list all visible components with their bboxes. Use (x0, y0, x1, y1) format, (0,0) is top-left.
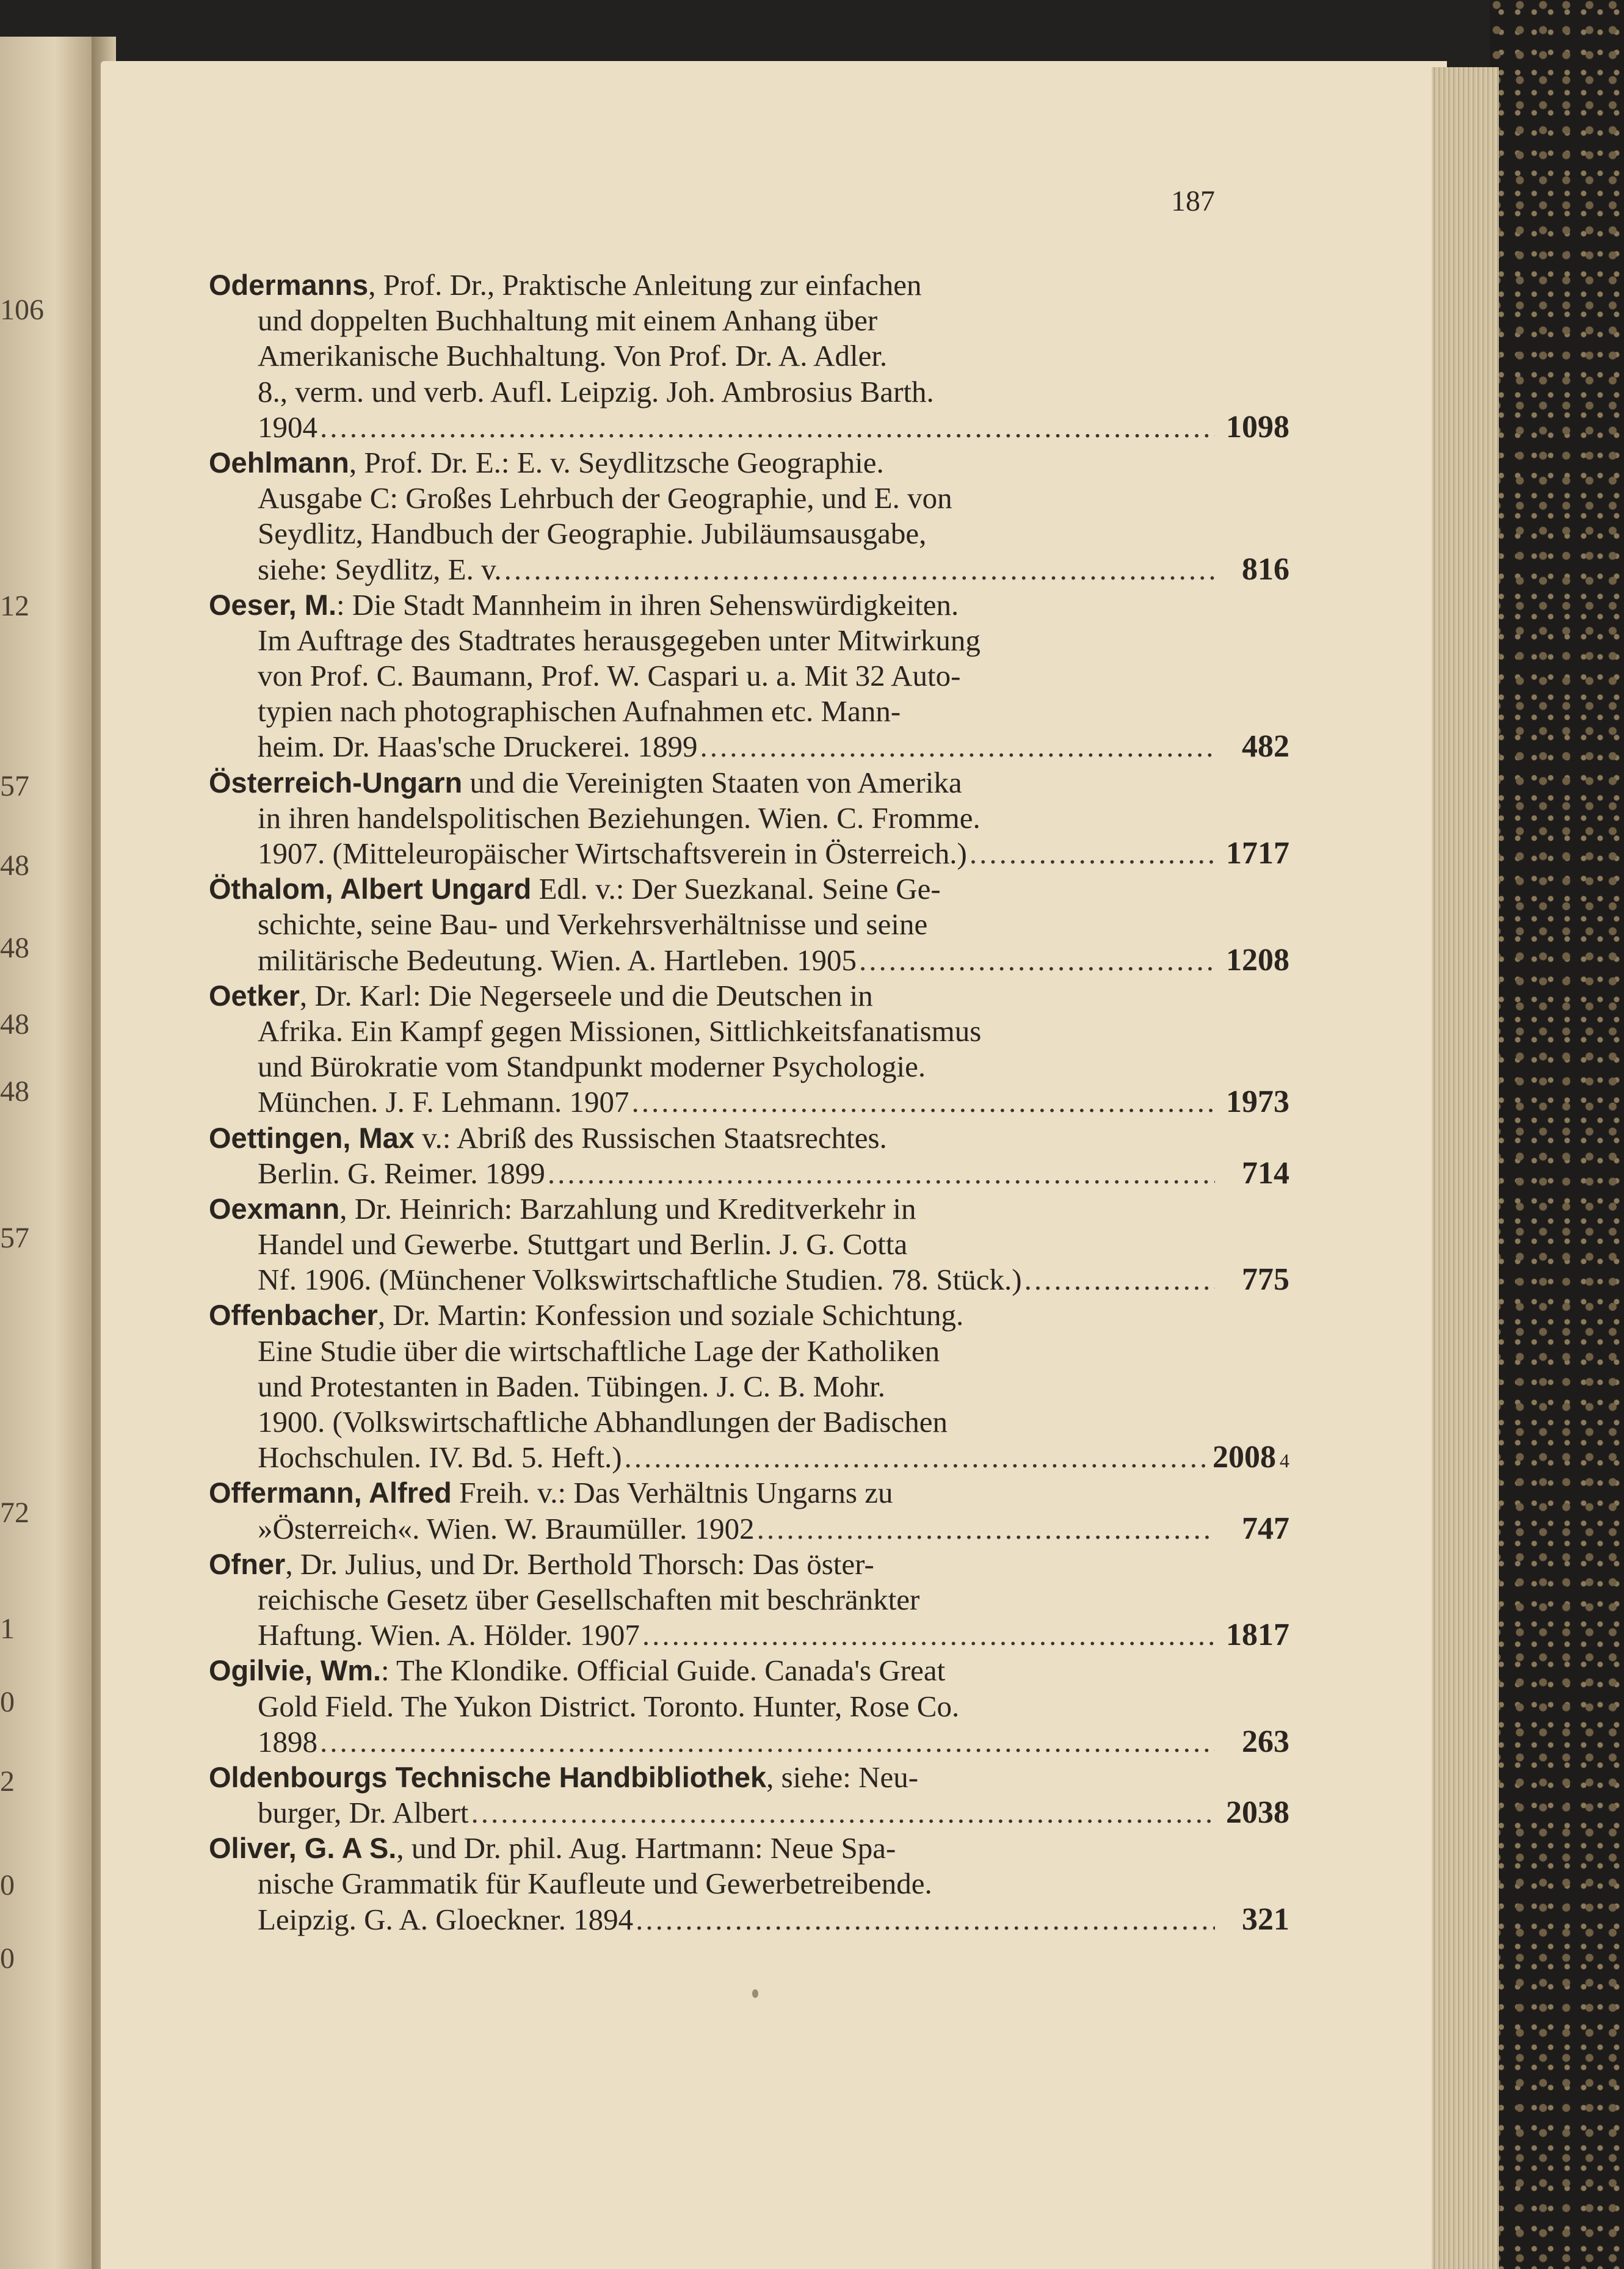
index-entry (209, 445, 1289, 587)
entry-number-value: 775 (1242, 1262, 1289, 1298)
entry-continuation-line: Amerikanische Buchhaltung. Von Prof. Dr. A. Adler. (258, 339, 888, 373)
entry-number (1222, 1795, 1289, 1831)
margin-mark: 1 (0, 1613, 15, 1645)
index-entry (209, 267, 1289, 445)
entry-number-value: 747 (1242, 1511, 1289, 1546)
entry-number-suffix: 4 (1280, 1450, 1289, 1472)
entry-heading: Öthalom, Albert Ungard (209, 873, 532, 906)
entry-continuation-line: Afrika. Ein Kampf gegen Missionen, Sittlichkeitsfanatismus (258, 1014, 982, 1048)
leader-dots (320, 1724, 1215, 1760)
entry-number-value: 1098 (1226, 409, 1289, 445)
index-entry (209, 1831, 1289, 1937)
entry-first-line (209, 765, 1204, 801)
leader-dots (632, 1084, 1215, 1120)
entry-number (1222, 836, 1289, 871)
entry-last-line (209, 1155, 1289, 1191)
entry-continuation-line: reichische Gesetz über Gesellschaften mit beschränkter (258, 1582, 920, 1616)
margin-mark: 48 (0, 849, 29, 882)
leader-dots (642, 1617, 1215, 1653)
leader-dots (636, 1902, 1215, 1937)
entry-number (1222, 1724, 1289, 1760)
entry-number-value: 816 (1242, 551, 1289, 587)
page-stack-edge (1432, 67, 1499, 2269)
entry-last-line-text: Berlin. G. Reimer. 1899 (258, 1156, 545, 1190)
entry-first-line (209, 978, 1204, 1014)
entry-continuation-line: und Protestanten in Baden. Tübingen. J. C. B. Mohr. (258, 1369, 886, 1403)
page-speck (752, 1989, 758, 1998)
entry-last-line (209, 1724, 1289, 1760)
entry-last-line (209, 551, 1289, 587)
entry-heading: Oliver, G. A S. (209, 1832, 397, 1865)
entry-heading: Offenbacher (209, 1299, 378, 1332)
entry-last-line (209, 836, 1289, 871)
entry-first-line-text: , Dr. Julius, und Dr. Berthold Thorsch: Das öster- (285, 1547, 874, 1581)
entry-last-line-text: militärische Bedeutung. Wien. A. Hartleben. 1905 (258, 943, 857, 977)
entry-heading: Oettingen, Max (209, 1121, 415, 1154)
entry-first-line-text: und die Vereinigten Staaten von Amerika (462, 765, 962, 799)
entry-number-value: 1973 (1226, 1084, 1289, 1120)
entry-last-line-text: 1898 (258, 1724, 317, 1759)
index-entries (209, 267, 1289, 1937)
entry-first-line-text: , Dr. Karl: Die Negerseele und die Deutschen in (299, 978, 873, 1012)
entry-number (1222, 552, 1289, 587)
entry-last-line-text: Haftung. Wien. A. Hölder. 1907 (258, 1618, 640, 1652)
entry-first-line-text: , Prof. Dr., Praktische Anleitung zur einfachen (368, 268, 922, 302)
entry-continuation-line: Handel und Gewerbe. Stuttgart und Berlin. J. G. Cotta (258, 1227, 908, 1262)
leader-dots (1024, 1262, 1215, 1298)
entry-first-line-text: Edl. v.: Der Suezkanal. Seine Ge- (531, 872, 941, 906)
entry-heading: Oexmann (209, 1192, 340, 1225)
entry-number-value: 2008 (1213, 1440, 1276, 1475)
entry-last-line-text: Leipzig. G. A. Gloeckner. 1894 (258, 1902, 634, 1936)
entry-number-value: 2038 (1226, 1795, 1289, 1831)
entry-last-line (209, 1795, 1289, 1831)
entry-number (1222, 1084, 1289, 1120)
entry-number (1222, 1617, 1289, 1653)
index-entry (209, 1547, 1289, 1654)
entry-number (1213, 1440, 1289, 1478)
book-top-edge (0, 0, 1624, 67)
entry-last-line-text: München. J. F. Lehmann. 1907 (258, 1085, 629, 1119)
entry-last-line (209, 942, 1289, 978)
entry-first-line (209, 1191, 1204, 1227)
index-entry (209, 871, 1289, 978)
entry-first-line (209, 1653, 1204, 1688)
index-entry (209, 1653, 1289, 1760)
entry-number (1222, 1262, 1289, 1298)
entry-first-line (209, 871, 1204, 907)
entry-first-line (209, 1475, 1204, 1511)
index-entry (209, 765, 1289, 872)
book-cover (1490, 0, 1624, 2269)
leader-dots (970, 836, 1215, 871)
entry-last-line-text: 1904 (258, 410, 317, 444)
margin-mark: 12 (0, 590, 29, 622)
entry-last-line (209, 1617, 1289, 1653)
index-entry (209, 978, 1289, 1120)
entry-continuation-line: 8., verm. und verb. Aufl. Leipzig. Joh. Ambrosius Barth. (258, 374, 934, 408)
margin-mark: 57 (0, 770, 29, 802)
entry-number (1222, 729, 1289, 764)
entry-last-line (209, 1440, 1289, 1475)
index-entry (209, 1298, 1289, 1475)
leader-dots (757, 1511, 1215, 1547)
margin-mark: 48 (0, 932, 29, 964)
entry-last-line-text: burger, Dr. Albert (258, 1796, 469, 1830)
leader-dots (320, 410, 1215, 445)
entry-last-line-text: 1907. (Mitteleuropäischer Wirtschaftsverein in Österreich.) (258, 837, 967, 870)
entry-continuation-line: in ihren handelspolitischen Beziehungen. Wien. C. Fromme. (258, 801, 981, 835)
index-entry (209, 1191, 1289, 1298)
index-entry (209, 1760, 1289, 1831)
index-entry (209, 1120, 1289, 1191)
entry-first-line (209, 1547, 1204, 1582)
margin-mark: 57 (0, 1222, 29, 1254)
entry-last-line-text: »Österreich«. Wien. W. Braumüller. 1902 (258, 1511, 755, 1545)
entry-first-line-text: , und Dr. phil. Aug. Hartmann: Neue Spa- (396, 1831, 896, 1865)
entry-first-line (209, 587, 1204, 623)
entry-last-line (209, 1901, 1289, 1937)
entry-heading: Österreich-Ungarn (209, 766, 463, 799)
leader-dots (700, 729, 1215, 764)
entry-number (1222, 1156, 1289, 1191)
entry-first-line-text: , siehe: Neu- (766, 1760, 919, 1794)
entry-first-line (209, 1120, 1204, 1156)
entry-number-value: 1717 (1226, 836, 1289, 871)
leader-dots (548, 1156, 1215, 1191)
entry-first-line-text: , Prof. Dr. E.: E. v. Seydlitzsche Geographie. (349, 445, 884, 479)
entry-number (1222, 943, 1289, 978)
entry-heading: Oehlmann (209, 446, 349, 479)
entry-last-line (209, 1511, 1289, 1547)
entry-first-line-text: : The Klondike. Official Guide. Canada's Great (381, 1654, 946, 1688)
entry-number (1222, 1511, 1289, 1547)
margin-mark: 72 (0, 1497, 29, 1529)
margin-mark: 48 (0, 1075, 29, 1108)
entry-continuation-line: Gold Field. The Yukon District. Toronto. Hunter, Rose Co. (258, 1689, 960, 1723)
entry-number-value: 482 (1242, 729, 1289, 764)
margin-mark: 0 (0, 1942, 15, 1975)
entry-first-line (209, 267, 1204, 303)
entry-continuation-line: Seydlitz, Handbuch der Geographie. Jubiläumsausgabe, (258, 517, 927, 551)
entry-continuation-line: schichte, seine Bau- und Verkehrsverhältnisse und seine (258, 907, 928, 942)
margin-mark: 48 (0, 1008, 29, 1040)
entry-continuation-line: 1900. (Volkswirtschaftliche Abhandlungen der Badischen (258, 1405, 948, 1439)
entry-first-line (209, 1298, 1204, 1333)
entry-continuation-line: und doppelten Buchhaltung mit einem Anhang über (258, 303, 878, 338)
entry-first-line (209, 1760, 1204, 1795)
entry-heading: Oldenbourgs Technische Handbibliothek (209, 1760, 767, 1793)
entry-number (1222, 1902, 1289, 1937)
entry-first-line-text: , Dr. Heinrich: Barzahlung und Kreditverkehr in (339, 1191, 916, 1225)
entry-last-line (209, 409, 1289, 445)
entry-last-line-text: siehe: Seydlitz, E. v. (258, 552, 502, 586)
entry-first-line (209, 1831, 1204, 1866)
entry-continuation-line: Eine Studie über die wirtschaftliche Lage der Katholiken (258, 1334, 940, 1368)
entry-first-line-text: v.: Abriß des Russischen Staatsrechtes. (414, 1120, 887, 1155)
margin-mark: 106 (0, 294, 44, 326)
entry-first-line-text: Freih. v.: Das Verhältnis Ungarns zu (451, 1476, 893, 1510)
entry-continuation-line: von Prof. C. Baumann, Prof. W. Caspari u. a. Mit 32 Auto- (258, 659, 961, 693)
entry-continuation-line: Im Auftrage des Stadtrates herausgegeben unter Mitwirkung (258, 623, 981, 657)
entry-number-value: 1817 (1226, 1617, 1289, 1653)
margin-mark: 0 (0, 1686, 15, 1718)
entry-heading: Odermanns (209, 269, 369, 301)
leader-dots (471, 1795, 1215, 1831)
entry-continuation-line: typien nach photographischen Aufnahmen etc. Mann- (258, 694, 901, 728)
entry-number-value: 1208 (1226, 942, 1289, 978)
entry-heading: Offermann, Alfred (209, 1476, 452, 1509)
entry-first-line-text: : Die Stadt Mannheim in ihren Sehenswürdigkeiten. (336, 587, 959, 622)
entry-number-value: 321 (1242, 1901, 1289, 1937)
entry-last-line (209, 1084, 1289, 1120)
entry-heading: Ogilvie, Wm. (209, 1654, 382, 1687)
entry-continuation-line: Ausgabe C: Großes Lehrbuch der Geographie, und E. von (258, 481, 952, 515)
entry-last-line (209, 729, 1289, 764)
entry-last-line (209, 1262, 1289, 1298)
margin-mark: 2 (0, 1765, 15, 1798)
index-entry (209, 587, 1289, 765)
previous-page-edge (0, 37, 92, 2269)
leader-dots (859, 943, 1215, 978)
entry-heading: Oeser, M. (209, 588, 336, 621)
entry-first-line-text: , Dr. Martin: Konfession und soziale Schichtung. (377, 1298, 964, 1332)
entry-number-value: 263 (1242, 1724, 1289, 1759)
entry-last-line-text: Nf. 1906. (Münchener Volkswirtschaftliche Studien. 78. Stück.) (258, 1263, 1022, 1297)
leader-dots (504, 552, 1215, 587)
entry-number-value: 714 (1242, 1155, 1289, 1191)
entry-number (1222, 410, 1289, 445)
leader-dots (625, 1440, 1205, 1475)
entry-first-line (209, 445, 1204, 481)
index-entry (209, 1475, 1289, 1546)
entry-last-line-text: heim. Dr. Haas'sche Druckerei. 1899 (258, 730, 698, 764)
entry-heading: Oetker (209, 979, 300, 1012)
entry-last-line-text: Hochschulen. IV. Bd. 5. Heft.) (258, 1440, 622, 1475)
entry-heading: Ofner (209, 1547, 286, 1580)
page-number: 187 (1171, 185, 1215, 217)
margin-mark: 0 (0, 1869, 15, 1901)
entry-continuation-line: nische Grammatik für Kaufleute und Gewerbetreibende. (258, 1867, 932, 1901)
entry-continuation-line: und Bürokratie vom Standpunkt moderner Psychologie. (258, 1050, 926, 1084)
